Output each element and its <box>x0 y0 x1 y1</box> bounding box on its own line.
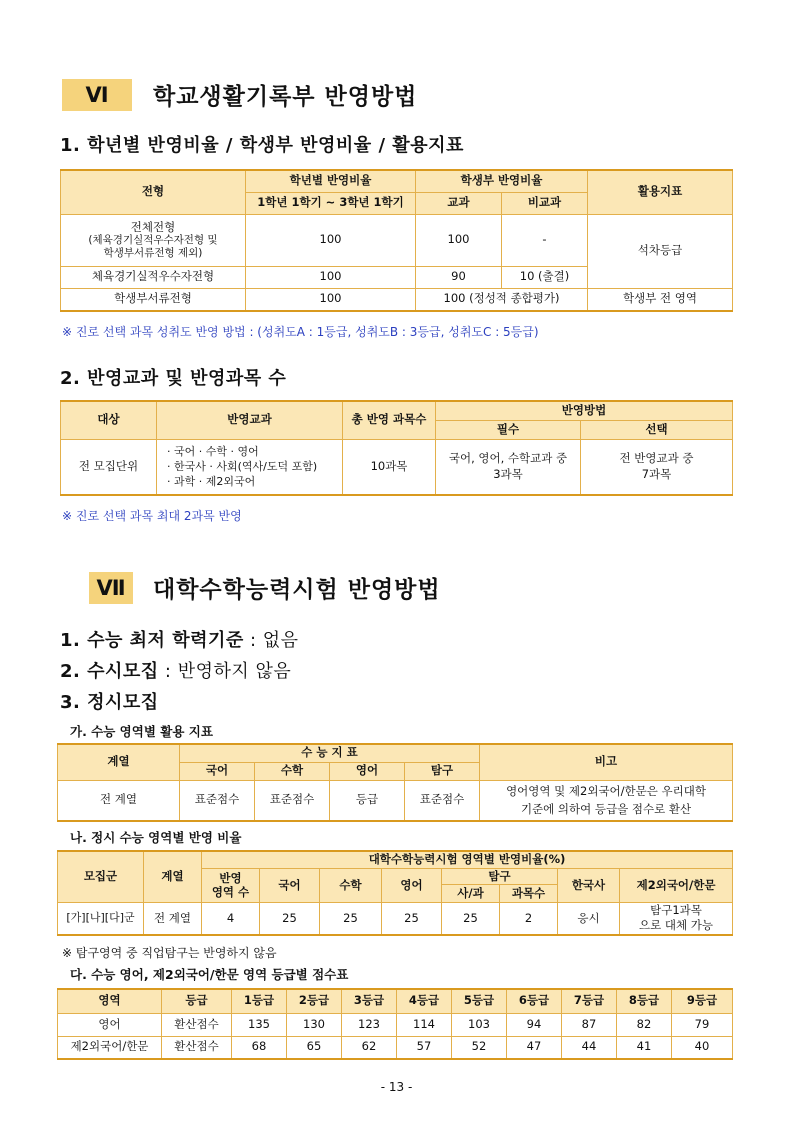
elective-line2: 7과목 <box>641 466 672 481</box>
page-number: - 13 - <box>380 1080 413 1094</box>
elective-line1: 전 반영교과 중 <box>619 451 694 466</box>
math: 표준점수 <box>255 780 330 821</box>
header-type: 전형 <box>61 170 246 214</box>
group: [가][나][다]군 <box>58 903 144 935</box>
row2-subject: 90 <box>416 266 502 288</box>
subjects-line3: · 과학 · 제2외국어 <box>167 475 256 489</box>
score-cell: 44 <box>562 1036 617 1059</box>
note-vocational: ※ 탐구영역 중 직업탐구는 반영하지 않음 <box>62 946 277 960</box>
header-history: 한국사 <box>558 868 620 903</box>
math: 25 <box>320 903 382 935</box>
areas: 4 <box>202 903 260 935</box>
header-count: 총 반영 과목수 <box>343 401 436 439</box>
header-grade: 등급 <box>162 989 232 1013</box>
header-group: 모집군 <box>58 851 144 903</box>
score-cell: 65 <box>287 1036 342 1059</box>
table-row <box>58 1013 733 1036</box>
score-cell: 94 <box>507 1013 562 1036</box>
history: 응시 <box>558 903 620 935</box>
header-track: 계열 <box>144 851 202 903</box>
remark-line1: 영어영역 및 제2외국어/한문은 우리대학 <box>506 783 706 798</box>
score-cell: 52 <box>452 1036 507 1059</box>
score-cell: 103 <box>452 1013 507 1036</box>
row2-nonsubject: 10 (출결) <box>502 266 588 288</box>
section7-title: 대학수학능력시험 반영방법 <box>153 577 441 603</box>
subjects-line2: · 한국사 · 사회(역사/도덕 포함) <box>167 460 318 474</box>
section6-number-badge: Ⅵ <box>62 79 132 111</box>
header-grade-8: 8등급 <box>617 989 672 1013</box>
table-row <box>61 214 733 266</box>
inquiry-count: 2 <box>500 903 558 935</box>
item2 <box>60 657 291 683</box>
header-track: 계열 <box>58 744 180 780</box>
inquiry-type: 25 <box>442 903 500 935</box>
item3: 3. 정시모집 <box>60 692 159 713</box>
header-grade-3: 3등급 <box>342 989 397 1013</box>
header-grade-6: 6등급 <box>507 989 562 1013</box>
score-cell: 40 <box>672 1036 733 1059</box>
header-nonsubject: 비교과 <box>502 192 588 214</box>
score-area: 제2외국어/한문 <box>58 1036 162 1059</box>
header-elective: 선택 <box>581 420 733 439</box>
header-english: 영어 <box>330 762 405 780</box>
table-row <box>58 780 733 821</box>
section7-number-badge: Ⅶ <box>89 572 133 604</box>
table-row <box>58 1036 733 1059</box>
header-korean: 국어 <box>180 762 255 780</box>
header-korean: 국어 <box>260 868 320 903</box>
subjects-line1: · 국어 · 수학 · 영어 <box>167 444 259 458</box>
korean: 25 <box>260 903 320 935</box>
score-cell: 68 <box>232 1036 287 1059</box>
row12-indicator: 석차등급 <box>588 214 733 288</box>
suneung-indicator-table <box>57 743 733 822</box>
score-cell: 82 <box>617 1013 672 1036</box>
header-math: 수학 <box>255 762 330 780</box>
header-grade-2: 2등급 <box>287 989 342 1013</box>
subheading-a: 가. 수능 영역별 활용 지표 <box>70 724 213 739</box>
header-grade-1: 1등급 <box>232 989 287 1013</box>
header-record-ratio: 학생부 반영비율 <box>416 170 588 192</box>
header-grade-ratio: 학년별 반영비율 <box>246 170 416 192</box>
header-indicator: 활용지표 <box>588 170 733 214</box>
note-achievement: ※ 진로 선택 과목 성취도 반영 방법 : (성취도A : 1등급, 성취도B : 3등급, 성취도C : 5등급) <box>62 325 539 339</box>
score-cell: 87 <box>562 1013 617 1036</box>
header-inquiry: 탐구 <box>442 868 558 885</box>
subjects-table <box>60 400 733 496</box>
header-grade-range: 1학년 1학기 ~ 3학년 1학기 <box>246 192 416 214</box>
score-cell: 41 <box>617 1036 672 1059</box>
header-inquiry-count: 과목수 <box>500 885 558 903</box>
row3-type: 학생부서류전형 <box>61 288 246 311</box>
header-inquiry-type: 사/과 <box>442 885 500 903</box>
header-grade-4: 4등급 <box>397 989 452 1013</box>
korean: 표준점수 <box>180 780 255 821</box>
score-cell: 114 <box>397 1013 452 1036</box>
row3-record: 100 (정성적 종합평가) <box>416 288 588 311</box>
row2-type: 체육경기실적우수자전형 <box>61 266 246 288</box>
header-foreign: 제2외국어/한문 <box>620 868 733 903</box>
foreign-line1: 탐구1과목 <box>650 903 702 918</box>
required-line1: 국어, 영어, 수학교과 중 <box>448 451 568 466</box>
item2-value: : 반영하지 않음 <box>158 661 292 682</box>
section6-title: 학교생활기록부 반영방법 <box>153 84 418 110</box>
row3-grade: 100 <box>246 288 416 311</box>
score-cell: 123 <box>342 1013 397 1036</box>
item1-label: 1. 수능 최저 학력기준 <box>60 630 244 651</box>
note-career-subjects: ※ 진로 선택 과목 최대 2과목 반영 <box>62 509 242 523</box>
header-subjects: 반영교과 <box>157 401 343 439</box>
score-label: 환산점수 <box>162 1013 232 1036</box>
score-cell: 62 <box>342 1036 397 1059</box>
count: 10과목 <box>343 439 436 495</box>
score-cell: 47 <box>507 1036 562 1059</box>
english: 25 <box>382 903 442 935</box>
header-inquiry: 탐구 <box>405 762 480 780</box>
score-cell: 79 <box>672 1013 733 1036</box>
row1-nonsubject: - <box>502 214 588 266</box>
track: 전 계열 <box>58 780 180 821</box>
row1-grade: 100 <box>246 214 416 266</box>
grade-score-table <box>57 988 733 1060</box>
inquiry: 표준점수 <box>405 780 480 821</box>
item1-value: : 없음 <box>243 630 299 651</box>
score-cell: 135 <box>232 1013 287 1036</box>
item1 <box>60 626 299 652</box>
track: 전 계열 <box>144 903 202 935</box>
header-target: 대상 <box>61 401 157 439</box>
header-grade-5: 5등급 <box>452 989 507 1013</box>
header-method: 반영방법 <box>436 401 733 420</box>
header-grade-7: 7등급 <box>562 989 617 1013</box>
row1-subject: 100 <box>416 214 502 266</box>
section6-subheading-2: 2. 반영교과 및 반영과목 수 <box>60 368 287 389</box>
english: 등급 <box>330 780 405 821</box>
header-grade-9: 9등급 <box>672 989 733 1013</box>
header-remark: 비고 <box>480 744 733 780</box>
score-label: 환산점수 <box>162 1036 232 1059</box>
target: 전 모집단위 <box>61 439 157 495</box>
score-cell: 57 <box>397 1036 452 1059</box>
item2-label: 2. 수시모집 <box>60 661 159 682</box>
row1-type-note1: (체육경기실적우수자전형 및 <box>88 234 218 247</box>
row1-type-main: 전체전형 <box>130 219 176 234</box>
suneung-ratio-table <box>57 850 733 936</box>
header-subject: 교과 <box>416 192 502 214</box>
row2-grade: 100 <box>246 266 416 288</box>
score-area: 영어 <box>58 1013 162 1036</box>
row3-indicator: 학생부 전 영역 <box>588 288 733 311</box>
table-row <box>61 288 733 311</box>
subheading-c: 다. 수능 영어, 제2외국어/한문 영역 등급별 점수표 <box>70 967 349 982</box>
header-ratio: 대학수학능력시험 영역별 반영비율(%) <box>202 851 733 868</box>
score-cell: 130 <box>287 1013 342 1036</box>
table-row <box>61 439 733 495</box>
table-row <box>58 903 733 935</box>
header-area: 영역 <box>58 989 162 1013</box>
header-english: 영어 <box>382 868 442 903</box>
header-areas-line1: 반영 <box>219 870 242 885</box>
subheading-b: 나. 정시 수능 영역별 반영 비율 <box>70 830 242 845</box>
header-required: 필수 <box>436 420 581 439</box>
section6-subheading-1: 1. 학년별 반영비율 / 학생부 반영비율 / 활용지표 <box>60 135 464 156</box>
foreign-line2: 으로 대체 가능 <box>639 918 714 933</box>
header-areas-line2: 영역 수 <box>211 885 250 900</box>
required-line2: 3과목 <box>493 466 523 481</box>
header-indicator: 수 능 지 표 <box>180 744 480 762</box>
row1-type-note2: 학생부서류전형 제외) <box>103 247 203 260</box>
header-math: 수학 <box>320 868 382 903</box>
remark-line2: 기준에 의하여 등급을 점수로 환산 <box>520 802 692 817</box>
record-ratio-table <box>60 169 733 312</box>
